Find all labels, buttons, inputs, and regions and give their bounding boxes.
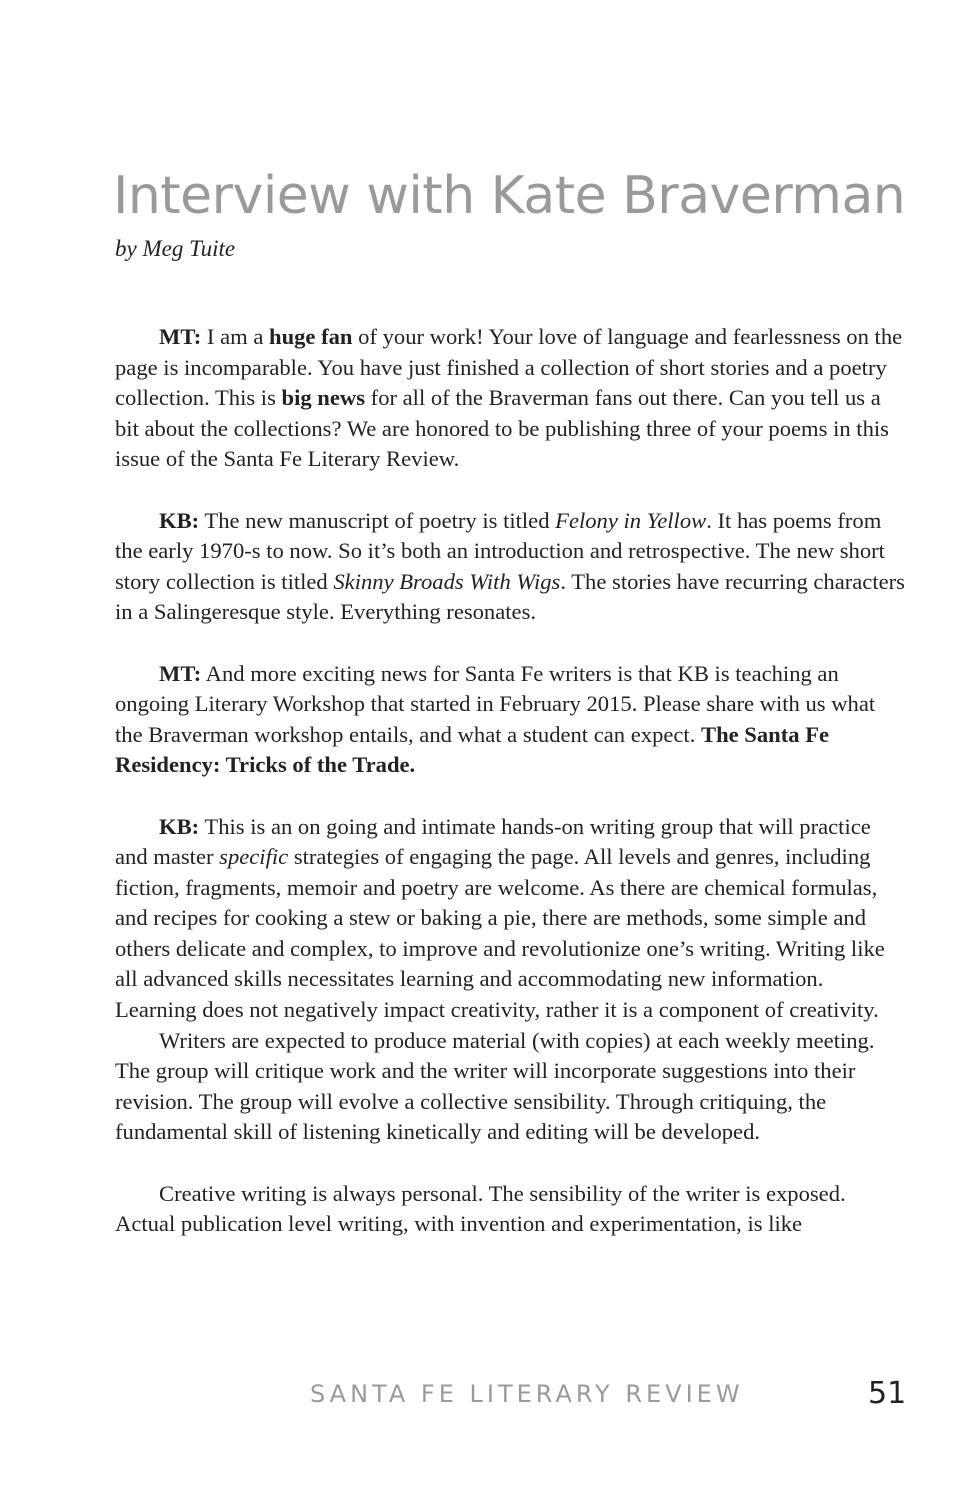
text-run: This is an on going and intimate hands-on writing group that will practice and master xyxy=(115,813,871,870)
paragraph xyxy=(115,322,905,475)
paragraph xyxy=(115,659,905,781)
article-byline: by Meg Tuite xyxy=(115,236,236,261)
text-run: . The stories have recurring characters in a Salingeresque style. Everything resonates. xyxy=(115,568,905,625)
paragraph xyxy=(115,812,905,1026)
text-run: And more exciting news for Santa Fe writers is that KB is teaching an ongoing Literary Workshop that started in February 2015. Please share with us what the Braverman workshop entails, and what a student can expect. xyxy=(115,660,876,747)
bold-text: MT: xyxy=(159,324,202,349)
bold-text: huge fan xyxy=(269,324,353,349)
italic-text: specific xyxy=(219,844,289,870)
page-number: 51 xyxy=(868,1376,907,1411)
text-run: strategies of engaging the page. All levels and genres, including fiction, fragments, memoir and poetry are welcome. As there are chemical formulas, and recipes for cooking a stew or baking a pie, there are methods, some simple and others delicate and complex, to improve and revolutionize one’s writing. Writing like all advanced skills necessitates learning and accommodating new information. Learning does not negatively impact creativity, rather it is a component of creativity. xyxy=(115,844,885,1023)
paragraph xyxy=(115,506,905,628)
footer-publication-name: SANTA FE LITERARY REVIEW xyxy=(310,1380,744,1408)
italic-text: Felony in Yellow xyxy=(555,507,707,533)
text-run: for all of the Braverman fans out there. Can you tell us a bit about the collections? We are honored to be publishing three of your poems in this issue of the Santa Fe Literary Review. xyxy=(115,385,889,472)
text-run: Creative writing is always personal. The sensibility of the writer is exposed. Actual publication level writing, with invention and experimentation, is like xyxy=(115,1180,846,1237)
text-run: Writers are expected to produce material (with copies) at each weekly meeting. The group will critique work and the writer will incorporate suggestions into their revision. The group will evolve a collective sensibility. Through critiquing, the fundamental skill of listening kinetically and editing will be developed. xyxy=(115,1027,875,1145)
bold-text: big news xyxy=(281,385,366,411)
italic-text: Skinny Broads With Wigs xyxy=(333,568,561,594)
text-run: The new manuscript of poetry is titled xyxy=(199,507,556,533)
article-title: Interview with Kate Braverman xyxy=(113,166,906,226)
bold-text: KB: xyxy=(159,813,200,839)
bold-text: MT: xyxy=(159,660,202,686)
text-run: . It has poems from the early 1970-s to now. So it’s both an introduction and retrospective. The new short story collection is titled xyxy=(115,507,885,594)
article-body xyxy=(115,322,905,1240)
bold-text: The Santa Fe Residency: Tricks of the Trade. xyxy=(115,721,830,778)
text-run: of your work! Your love of language and fearlessness on the page is incomparable. You have just finished a collection of short stories and a poetry collection. This is xyxy=(115,324,903,411)
bold-text: KB: xyxy=(159,507,200,533)
paragraph xyxy=(115,1026,905,1148)
paragraph xyxy=(115,1179,905,1240)
text-run: I am a xyxy=(201,324,269,349)
